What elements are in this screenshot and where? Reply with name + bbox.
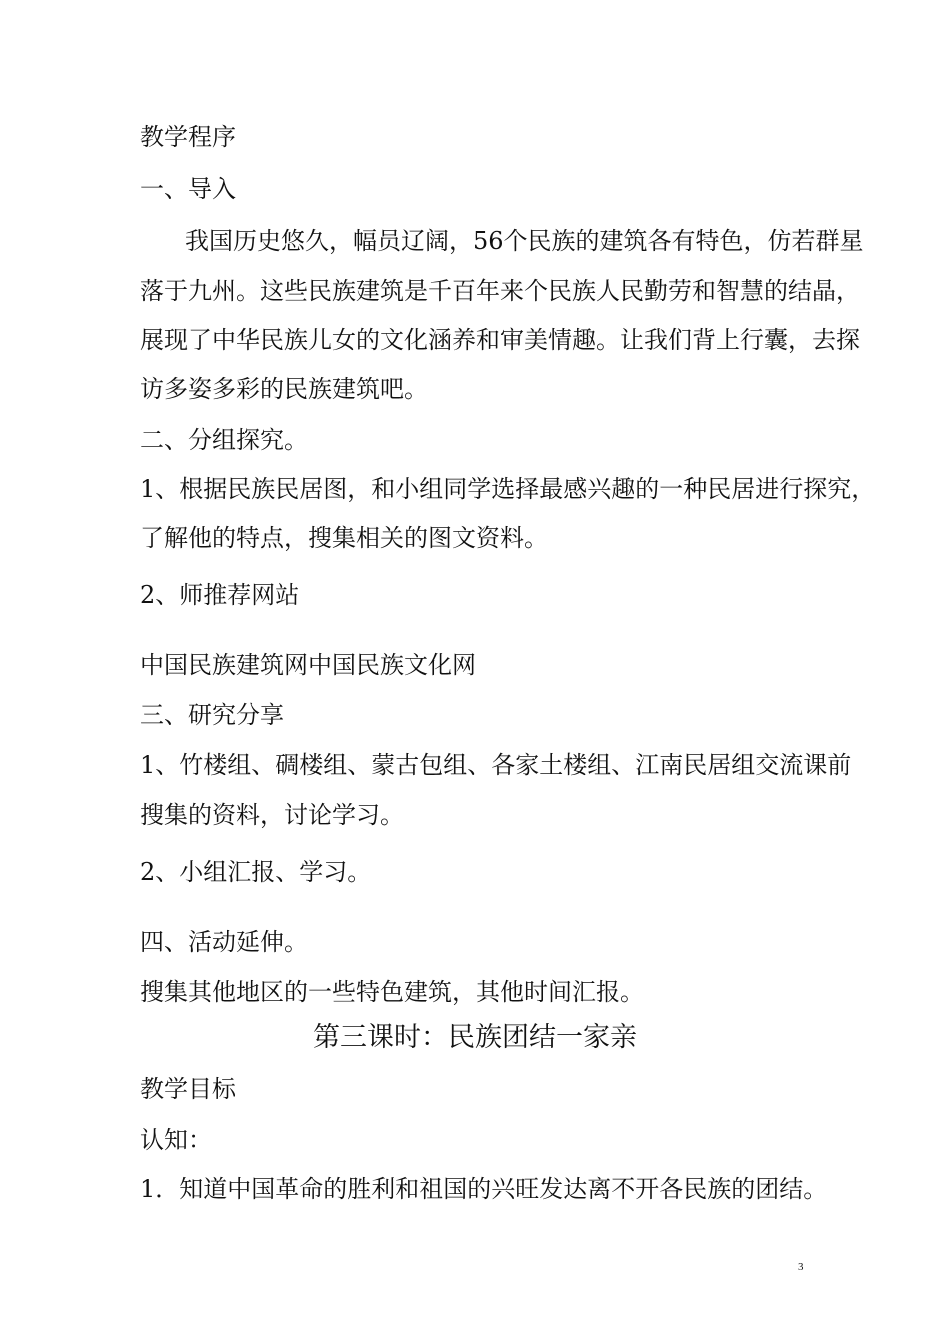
- subheading-activity-extension: 四、活动延伸。: [140, 928, 308, 956]
- list-item: 1、竹楼组、碉楼组、蒙古包组、各家土楼组、江南民居组交流课前: [140, 751, 852, 779]
- subheading-cognition: 认知：: [140, 1126, 212, 1154]
- list-item: 1、根据民族民居图，和小组同学选择最感兴趣的一种民居进行探究，: [140, 475, 876, 503]
- list-item: 1．知道中国革命的胜利和祖国的兴旺发达离不开各民族的团结。: [140, 1175, 828, 1203]
- subheading-research-sharing: 三、研究分享: [140, 701, 284, 729]
- list-item-continuation: 搜集的资料，讨论学习。: [140, 801, 404, 829]
- paragraph-line: 落于九州。这些民族建筑是千百年来个民族人民勤劳和智慧的结晶，: [140, 277, 860, 305]
- section-heading-teaching-goals: 教学目标: [140, 1075, 236, 1103]
- list-item: 2、小组汇报、学习。: [140, 858, 372, 886]
- section-heading-teaching-procedure: 教学程序: [140, 123, 236, 151]
- paragraph-line: 展现了中华民族儿女的文化涵养和审美情趣。让我们背上行囊，去探: [140, 326, 860, 354]
- website-list: 中国民族建筑网中国民族文化网: [140, 651, 476, 679]
- subheading-introduction: 一、导入: [140, 175, 236, 203]
- list-item: 2、师推荐网站: [140, 581, 300, 609]
- paragraph-line: 我国历史悠久，幅员辽阔，56个民族的建筑各有特色，仿若群星: [185, 227, 864, 255]
- paragraph-line: 搜集其他地区的一些特色建筑，其他时间汇报。: [140, 978, 644, 1006]
- list-item-continuation: 了解他的特点，搜集相关的图文资料。: [140, 524, 548, 552]
- subheading-group-inquiry: 二、分组探究。: [140, 426, 308, 454]
- paragraph-line: 访多姿多彩的民族建筑吧。: [140, 375, 428, 403]
- lesson-title: 第三课时：民族团结一家亲: [313, 1022, 637, 1053]
- page-number: 3: [798, 1261, 804, 1273]
